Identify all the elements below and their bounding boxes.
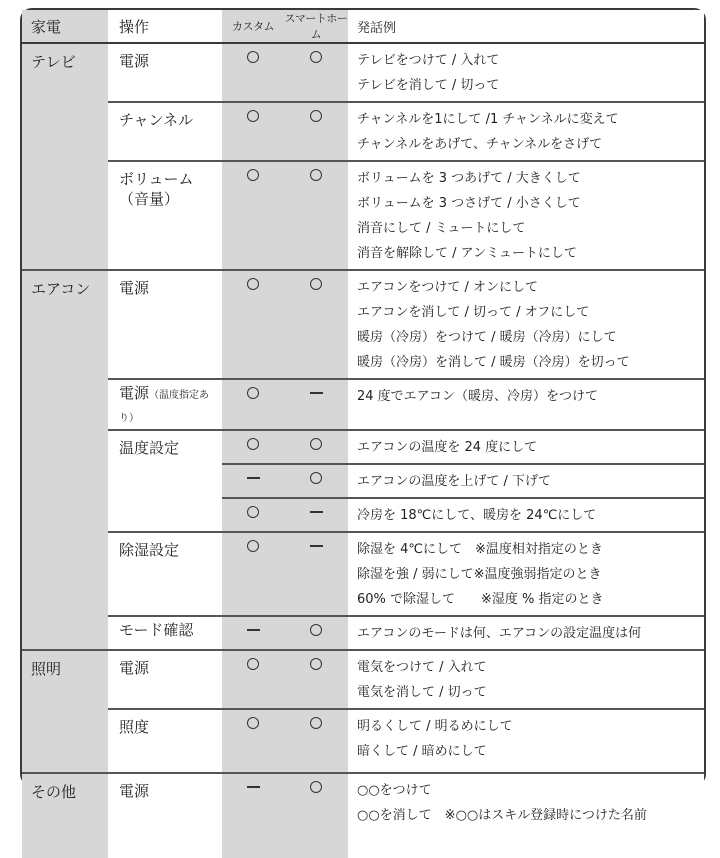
- utterance-line: エアコンを消して / 切って / オフにして: [357, 305, 590, 320]
- custom-mark: [222, 773, 284, 858]
- header-operation: 操作: [108, 10, 222, 43]
- utterance-example: [348, 464, 704, 498]
- header-custom: カスタム: [222, 10, 284, 43]
- utterance-line: ボリュームを 3 つあげて / 大きくして: [357, 171, 581, 186]
- voice-command-table: [22, 10, 704, 858]
- operation-label-note: （温度指定あり）: [119, 390, 210, 424]
- smart-home-mark: [284, 464, 348, 498]
- circle-mark-icon: [247, 658, 259, 670]
- utterance-line: 暗くして / 暗めにして: [357, 744, 487, 759]
- circle-mark-icon: [247, 169, 259, 181]
- table-row: [22, 43, 704, 102]
- operation-light-power: 電源: [108, 650, 222, 709]
- custom-mark: [222, 498, 284, 532]
- utterance-examples: [348, 270, 704, 379]
- utterance-line: テレビを消して / 切って: [357, 78, 500, 93]
- header-appliance: 家電: [22, 10, 108, 43]
- circle-mark-icon: [310, 472, 322, 484]
- utterance-line: 電気を消して / 切って: [357, 685, 487, 700]
- utterance-line: ○○をつけて: [357, 783, 432, 798]
- dash-mark-icon: [247, 629, 260, 631]
- header-smart-home: スマートホーム: [284, 12, 348, 41]
- circle-mark-icon: [310, 438, 322, 450]
- smart-home-mark: [284, 270, 348, 379]
- dash-mark-icon: [310, 392, 323, 394]
- table-row: [22, 709, 704, 773]
- utterance-line: 消音を解除して / アンミュートにして: [357, 246, 577, 261]
- circle-mark-icon: [310, 278, 322, 290]
- custom-mark: [222, 616, 284, 650]
- operation-tv-channel: チャンネル: [108, 102, 222, 161]
- utterance-line: エアコンの温度を上げて / 下げて: [357, 474, 551, 489]
- operation-other-power: 電源: [108, 773, 222, 858]
- operation-tv-power: 電源: [108, 43, 222, 102]
- utterance-examples: [348, 532, 704, 616]
- operation-aircon-temp: 温度設定: [108, 430, 222, 532]
- voice-command-table-frame: [20, 8, 706, 823]
- dash-mark-icon: [310, 511, 323, 513]
- smart-home-mark: [284, 616, 348, 650]
- utterance-example: [348, 498, 704, 532]
- circle-mark-icon: [310, 169, 322, 181]
- smart-home-mark: [284, 532, 348, 616]
- circle-mark-icon: [247, 110, 259, 122]
- utterance-line: エアコンのモードは何、エアコンの設定温度は何: [357, 626, 642, 641]
- operation-tv-volume: [108, 161, 222, 270]
- smart-home-mark: [284, 43, 348, 102]
- table-row: [22, 102, 704, 161]
- dash-mark-icon: [247, 786, 260, 788]
- circle-mark-icon: [310, 624, 322, 636]
- utterance-line: テレビをつけて / 入れて: [357, 53, 500, 68]
- circle-mark-icon: [247, 506, 259, 518]
- utterance-line: 冷房を 18℃にして、暖房を 24℃にして: [357, 508, 597, 523]
- appliance-light: 照明: [22, 650, 108, 773]
- utterance-examples: [348, 616, 704, 650]
- utterance-examples: [348, 773, 704, 858]
- custom-mark: [222, 532, 284, 616]
- custom-mark: [222, 464, 284, 498]
- header-row: [22, 10, 704, 43]
- custom-mark: [222, 270, 284, 379]
- smart-home-mark: [284, 161, 348, 270]
- circle-mark-icon: [247, 387, 259, 399]
- table-row: [22, 532, 704, 616]
- smart-home-mark: [284, 773, 348, 858]
- circle-mark-icon: [310, 781, 322, 793]
- utterance-line: 60% で除湿して ※湿度 % 指定のとき: [357, 592, 604, 607]
- custom-mark: [222, 709, 284, 773]
- appliance-aircon: エアコン: [22, 270, 108, 650]
- circle-mark-icon: [310, 658, 322, 670]
- operation-aircon-mode: モード確認: [108, 616, 222, 650]
- utterance-line: 電気をつけて / 入れて: [357, 660, 487, 675]
- smart-home-mark: [284, 650, 348, 709]
- utterance-line: エアコンの温度を 24 度にして: [357, 440, 538, 455]
- circle-mark-icon: [310, 51, 322, 63]
- smart-home-mark: [284, 379, 348, 430]
- utterance-line: 暖房（冷房）をつけて / 暖房（冷房）にして: [357, 330, 617, 345]
- utterance-examples: [348, 161, 704, 270]
- circle-mark-icon: [247, 717, 259, 729]
- operation-label-sub: （音量）: [119, 190, 180, 208]
- utterance-examples: [348, 43, 704, 102]
- operation-label: 電源: [119, 384, 150, 402]
- operation-aircon-dehumid: 除湿設定: [108, 532, 222, 616]
- operation-light-brightness: 照度: [108, 709, 222, 773]
- smart-home-mark: [284, 102, 348, 161]
- circle-mark-icon: [247, 438, 259, 450]
- custom-mark: [222, 102, 284, 161]
- circle-mark-icon: [310, 110, 322, 122]
- utterance-line: 明るくして / 明るめにして: [357, 719, 513, 734]
- custom-mark: [222, 43, 284, 102]
- smart-home-mark: [284, 709, 348, 773]
- dash-mark-icon: [310, 545, 323, 547]
- utterance-line: チャンネルを1にして /1 チャンネルに変えて: [357, 112, 619, 127]
- smart-home-mark: [284, 498, 348, 532]
- utterance-line: 暖房（冷房）を消して / 暖房（冷房）を切って: [357, 355, 630, 370]
- utterance-line: エアコンをつけて / オンにして: [357, 280, 538, 295]
- table-row: [22, 616, 704, 650]
- operation-aircon-power-temp: [108, 379, 222, 430]
- appliance-tv: テレビ: [22, 43, 108, 270]
- table-row: [22, 430, 704, 464]
- utterance-line: ○○を消して ※○○はスキル登録時につけた名前: [357, 808, 647, 823]
- utterance-line: 除湿を強 / 弱にして※温度強弱指定のとき: [357, 567, 602, 582]
- utterance-line: チャンネルをあげて、チャンネルをさげて: [357, 137, 603, 152]
- utterance-line: ボリュームを 3 つさげて / 小さくして: [357, 196, 581, 211]
- table-row: [22, 773, 704, 858]
- circle-mark-icon: [247, 51, 259, 63]
- circle-mark-icon: [310, 717, 322, 729]
- utterance-examples: [348, 650, 704, 709]
- table-row: [22, 270, 704, 379]
- custom-mark: [222, 650, 284, 709]
- dash-mark-icon: [247, 477, 260, 479]
- appliance-other: その他: [22, 773, 108, 858]
- utterance-example: [348, 430, 704, 464]
- utterance-examples: [348, 379, 704, 430]
- utterance-line: 除湿を 4℃にして ※温度相対指定のとき: [357, 542, 603, 557]
- table-row: [22, 379, 704, 430]
- table-row: [22, 650, 704, 709]
- custom-mark: [222, 379, 284, 430]
- custom-mark: [222, 430, 284, 464]
- operation-aircon-power: 電源: [108, 270, 222, 379]
- utterance-line: 消音にして / ミュートにして: [357, 221, 526, 236]
- header-utterance: 発話例: [348, 10, 704, 43]
- utterance-examples: [348, 709, 704, 773]
- table-row: [22, 161, 704, 270]
- operation-label: ボリューム: [119, 170, 194, 188]
- circle-mark-icon: [247, 540, 259, 552]
- utterance-examples: [348, 102, 704, 161]
- custom-mark: [222, 161, 284, 270]
- utterance-line: 24 度でエアコン（暖房、冷房）をつけて: [357, 389, 599, 404]
- circle-mark-icon: [247, 278, 259, 290]
- smart-home-mark: [284, 430, 348, 464]
